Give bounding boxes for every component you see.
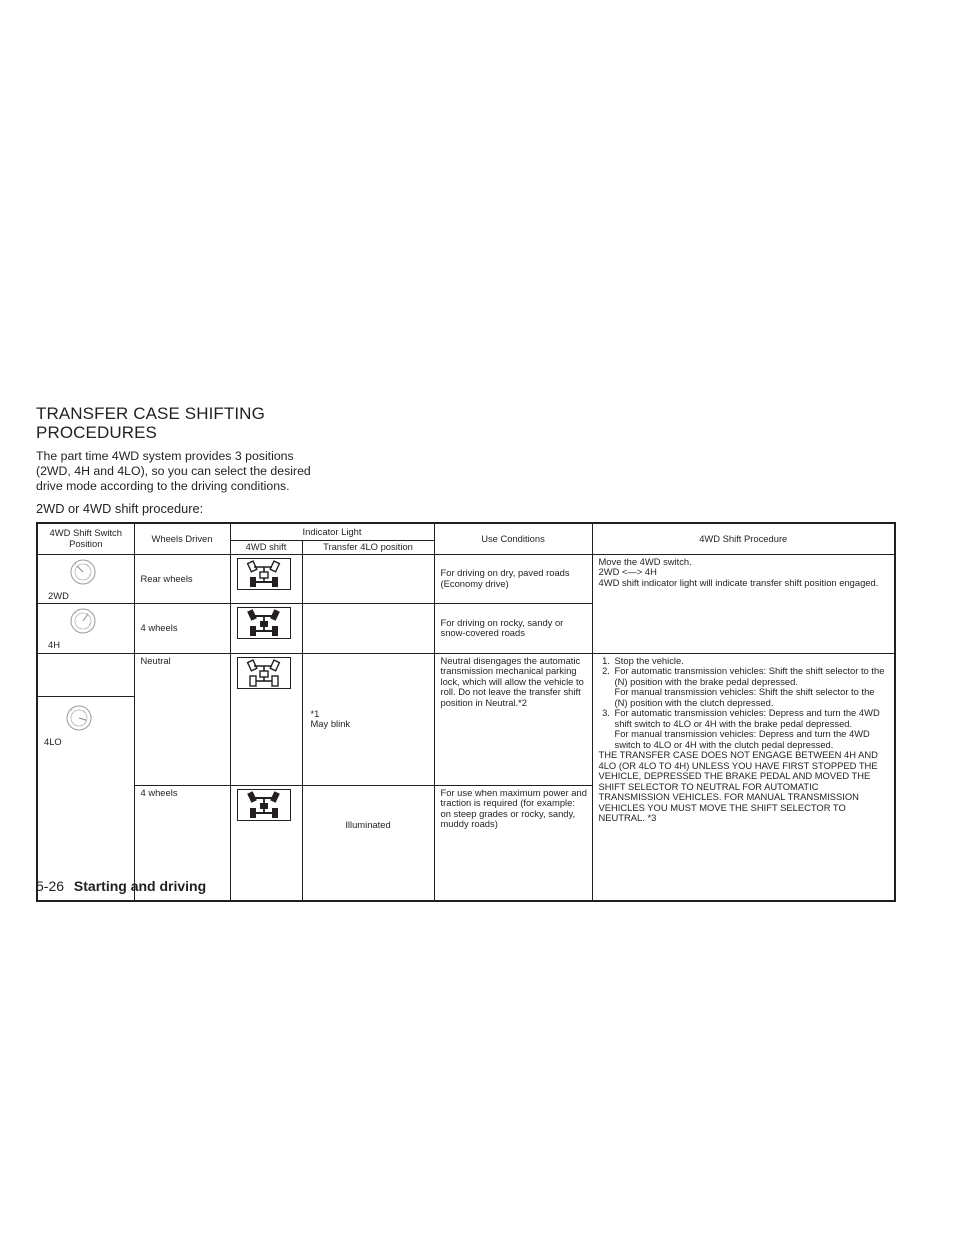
- transfer-light-cell-4h: [302, 604, 434, 654]
- wheels-cell-4lo: 4 wheels: [134, 785, 230, 901]
- svg-text:•: •: [75, 610, 77, 615]
- header-4wd-shift-light: 4WD shift: [230, 541, 302, 555]
- wheels-cell-2wd: Rear wheels: [134, 554, 230, 604]
- transfer-case-warning: THE TRANSFER CASE DOES NOT ENGAGE BETWEEN 4H AND 4LO (OR 4LO TO 4H) UNLESS YOU HAVE FIRST STOPPED THE VEHICLE, DEPRESSED THE BRAKE PEDAL AND MOVED THE SHIFT SELECTOR TO NEUTRAL FOR AUTOMATIC TRANSMISSION VEHICLES. FOR MANUAL TRANSMISSION VEHICLES YOU MUST MOVE THE SHIFT SELECTOR TO NEUTRAL. *3: [598, 749, 878, 823]
- wheels-cell-neutral: Neutral: [134, 653, 230, 785]
- header-transfer-4lo-light: Transfer 4LO position: [302, 541, 434, 555]
- shift-light-cell-2wd: [230, 554, 302, 604]
- page-number: 5-26: [36, 878, 65, 894]
- use-conditions-4h: For driving on rocky, sandy or snow-covered roads: [434, 604, 592, 654]
- transfer-light-cell-neutral: [302, 653, 434, 785]
- table-row: [37, 653, 895, 785]
- 4wd-switch-dial-icon: [68, 606, 98, 636]
- drivetrain-2wd-indicator-icon: [237, 657, 291, 689]
- shift-light-cell-4lo: [230, 785, 302, 901]
- svg-text:•: •: [87, 611, 89, 616]
- svg-text:•: •: [89, 621, 91, 626]
- drivetrain-4wd-indicator-icon: [237, 789, 291, 821]
- procedure-step: 1. Stop the vehicle.: [613, 656, 891, 667]
- shift-light-cell-neutral: [230, 653, 302, 785]
- header-switch-position: 4WD Shift Switch Position: [37, 523, 134, 554]
- procedure-lower-cell: [592, 653, 895, 901]
- header-use-conditions: Use Conditions: [434, 523, 592, 554]
- procedure-label: 2WD or 4WD shift procedure:: [36, 501, 204, 516]
- section-heading: TRANSFER CASE SHIFTING PROCEDURES: [36, 404, 265, 442]
- procedure-step: 2. For automatic transmission vehicles: Shift the shift selector to the (N) position with the brake pedal depressed. For manual transmission vehicles: Shift the shift selector to the (N) position with the clutch depressed.: [613, 666, 891, 708]
- procedure-line-indicator: 4WD shift indicator light will indicate transfer shift position engaged.: [598, 576, 879, 588]
- svg-text:•: •: [85, 717, 87, 723]
- table-row: [37, 554, 895, 604]
- svg-text:•: •: [71, 706, 73, 712]
- svg-text:•: •: [83, 707, 85, 713]
- svg-text:•: •: [87, 561, 89, 567]
- switch-cell-4h: [37, 604, 134, 654]
- 4wd-switch-dial-icon: [68, 557, 98, 587]
- transfer-footnote-1: *1: [310, 707, 320, 719]
- page-footer: [36, 878, 206, 894]
- section-title: Starting and driving: [73, 878, 207, 894]
- intro-paragraph: The part time 4WD system provides 3 positions (2WD, 4H and 4LO), so you can select the desired drive mode according to the driving conditions.: [36, 449, 311, 493]
- switch-label-2wd: 2WD: [48, 589, 69, 601]
- shift-light-cell-4h: [230, 604, 302, 654]
- header-shift-procedure: 4WD Shift Procedure: [592, 523, 895, 554]
- transfer-light-cell-2wd: [302, 554, 434, 604]
- header-indicator-light: Indicator Light: [230, 523, 434, 541]
- procedure-step: 3. For automatic transmission vehicles: Depress and turn the 4WD shift switch to 4LO or 4H with the brake pedal depressed. For manual transmission vehicles: Depress and turn the 4WD switch to 4LO or 4H with the clutch pedal depressed.: [613, 708, 891, 750]
- drivetrain-2wd-indicator-icon: [237, 558, 291, 590]
- procedure-line-move-switch: Move the 4WD switch.: [598, 555, 692, 567]
- wheels-cell-4h: 4 wheels: [134, 604, 230, 654]
- transfer-light-cell-4lo: Illuminated: [302, 785, 434, 901]
- switch-label-4h: 4H: [48, 639, 60, 650]
- svg-text:•: •: [75, 560, 77, 566]
- switch-label-4lo: 4LO: [44, 735, 62, 747]
- transfer-may-blink: May blink: [310, 718, 351, 729]
- use-conditions-neutral: Neutral disengages the automatic transmission mechanical parking lock, which will allow the vehicle to roll. Do not leave the transfer shift position in Neutral.*2: [434, 653, 592, 785]
- switch-cell-4lo-group: [37, 653, 134, 901]
- use-conditions-4lo: For use when maximum power and traction is required (for example: on steep grades or rocky, sandy, muddy roads): [434, 785, 592, 901]
- switch-cell-4lo: [38, 697, 134, 748]
- switch-cell-2wd: [37, 554, 134, 604]
- header-wheels-driven: Wheels Driven: [134, 523, 230, 554]
- drivetrain-4wd-indicator-icon: [237, 607, 291, 639]
- procedure-line-direction: 2WD <—> 4H: [598, 566, 657, 577]
- svg-text:•: •: [89, 571, 91, 577]
- procedure-steps-list: [595, 656, 891, 751]
- use-conditions-2wd: For driving on dry, paved roads (Economy drive): [434, 554, 592, 604]
- 4wd-switch-dial-icon: [64, 703, 94, 733]
- procedure-upper-cell: [592, 554, 895, 653]
- shift-procedure-table: [36, 522, 896, 902]
